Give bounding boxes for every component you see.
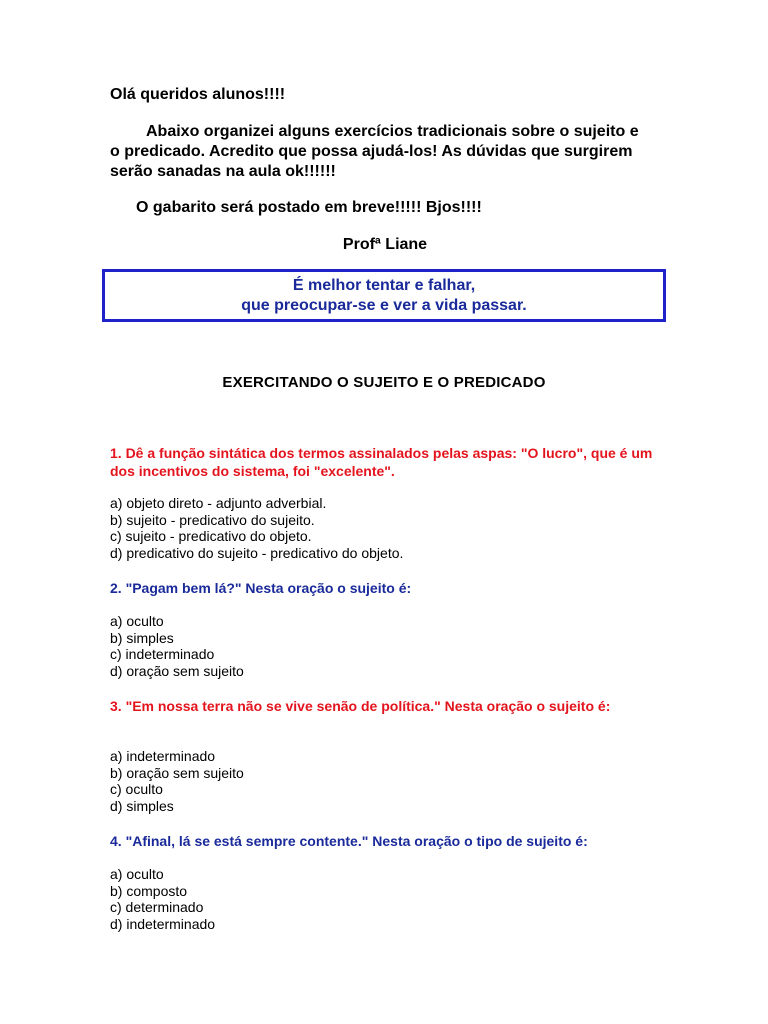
- option-item: d) predicativo do sujeito - predicativo do objeto.: [110, 544, 404, 561]
- greeting: Olá queridos alunos!!!!: [110, 86, 286, 103]
- option-item: b) sujeito - predicativo do sujeito.: [110, 511, 315, 528]
- question-3: 3. "Em nossa terra não se vive senão de política." Nesta oração o sujeito é:: [110, 698, 611, 714]
- quote-line-2: que preocupar-se e ver a vida passar.: [241, 296, 527, 314]
- question-4-options: [110, 866, 655, 932]
- option-item: c) determinado: [110, 899, 204, 915]
- option-item: d) simples: [110, 797, 174, 814]
- question-1: 1. Dê a função sintática dos termos assinalados pelas aspas: "O lucro", que é um dos incentivos do sistema, foi "excelente".: [110, 445, 653, 479]
- section-title: EXERCITANDO O SUJEITO E O PREDICADO: [222, 374, 546, 391]
- option-item: b) simples: [110, 629, 174, 646]
- gabarito-note: O gabarito será postado em breve!!!!! Bjos!!!!: [136, 199, 482, 216]
- option-item: b) oração sem sujeito: [110, 764, 244, 781]
- option-item: b) composto: [110, 882, 188, 899]
- option-item: a) oculto: [110, 613, 164, 629]
- option-item: a) indeterminado: [110, 748, 216, 764]
- option-item: d) indeterminado: [110, 915, 216, 932]
- question-2: 2. "Pagam bem lá?" Nesta oração o sujeito é:: [110, 580, 412, 596]
- option-item: c) oculto: [110, 781, 163, 797]
- question-2-options: [110, 613, 655, 679]
- option-item: a) oculto: [110, 866, 164, 882]
- option-item: d) oração sem sujeito: [110, 662, 244, 679]
- question-1-options: [110, 495, 655, 561]
- option-item: a) objeto direto - adjunto adverbial.: [110, 495, 327, 511]
- quote-box: [102, 269, 666, 322]
- quote-line-1: É melhor tentar e falhar,: [292, 276, 476, 294]
- question-4: 4. "Afinal, lá se está sempre contente." Nesta oração o tipo de sujeito é:: [110, 833, 588, 849]
- question-3-options: [110, 748, 655, 814]
- signature: Profª Liane: [342, 236, 428, 253]
- intro-paragraph: Abaixo organizei alguns exercícios tradicionais sobre o sujeito e o predicado. Acredito que possa ajudá-los! As dúvidas que surgirem serão sanadas na aula ok!!!!!!: [110, 123, 639, 180]
- option-item: c) indeterminado: [110, 646, 215, 662]
- option-item: c) sujeito - predicativo do objeto.: [110, 528, 312, 544]
